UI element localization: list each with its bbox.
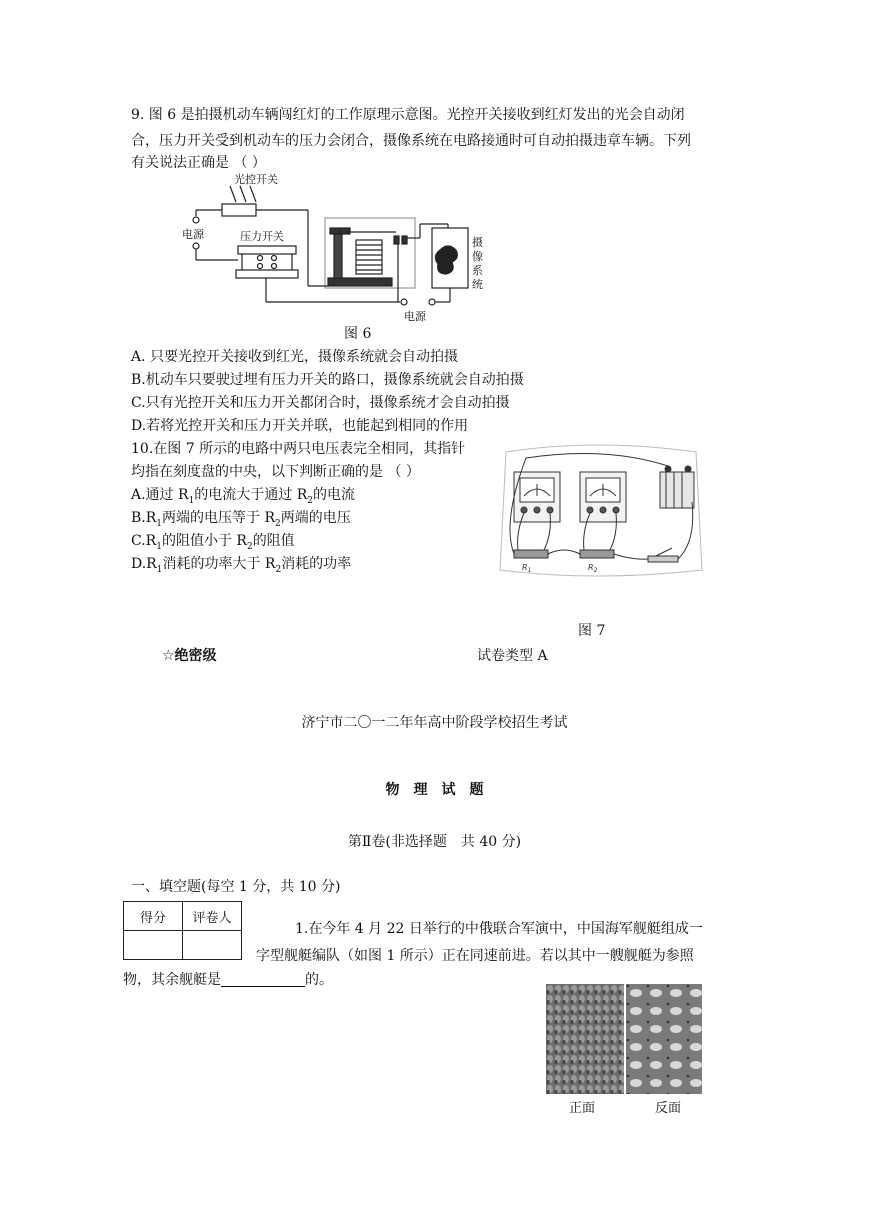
score-cell[interactable] (124, 931, 183, 960)
q9-line-2: 合，压力开关受到机动车的压力会闭合，摄像系统在电路接通时可自动拍摄违章车辆。下列 (131, 133, 691, 149)
figure-7-circuit (496, 442, 708, 578)
q1-line-2: 字型舰艇编队（如图 1 所示）正在同速前进。若以其中一艘舰艇为参照 (256, 948, 694, 964)
q10-line-2: 均指在刻度盘的中央，以下判断正确的是 （ ） (131, 464, 420, 480)
secret-level: ☆绝密级 (162, 648, 217, 664)
fig7-r2-label: $R_2$ (588, 563, 598, 574)
grader-cell[interactable] (183, 931, 242, 960)
q1-line-3: 物，其余舰艇是 的。 (123, 972, 333, 988)
q9-option-d: D.若将光控开关和压力开关并联，也能起到相同的作用 (131, 418, 469, 434)
back-surface-image (626, 984, 702, 1094)
q9-option-a: A. 只要光控开关接收到红光，摄像系统就会自动拍摄 (131, 349, 459, 365)
figure-6-circuit (170, 168, 490, 328)
q10-option-d: $D.R_1$消耗的功率大于 $R_2$消耗的功率 (131, 556, 352, 575)
figure-7-caption: 图 7 (578, 623, 606, 639)
image-front-label: 正面 (569, 1101, 596, 1116)
q10-option-c: $C.R_1$的阻值小于 $R_2$的阻值 (131, 533, 295, 552)
fig6-light-switch-label: 光控开关 (234, 173, 278, 186)
section-1-title: 一、填空题(每空 1 分，共 10 分) (131, 879, 341, 895)
fig6-power-left-label: 电源 (182, 228, 204, 241)
fig6-camera-char-2: 像 (472, 250, 483, 263)
q9-option-b: B.机动车只要驶过埋有压力开关的路口，摄像系统就会自动拍摄 (131, 372, 524, 388)
q9-line-3: 有关说法正确是 （ ） (131, 155, 266, 171)
q9-line-1: 9. 图 6 是拍摄机动车辆闯红灯的工作原理示意图。光控开关接收到红灯发出的光会自动闭 (131, 107, 685, 123)
grader-label: 评卷人 (183, 902, 242, 931)
fig7-r1-label: $R_1$ (522, 563, 532, 574)
exam-title: 济宁市二〇一二年年高中阶段学校招生考试 (301, 715, 568, 731)
q9-option-c: C.只有光控开关和压力开关都闭合时，摄像系统才会自动拍摄 (131, 395, 510, 411)
q10-option-a: A.通过 $R_1$的电流大于通过 $R_2$的电流 (131, 487, 356, 506)
score-label: 得分 (124, 902, 183, 931)
fig6-camera-char-3: 系 (472, 264, 483, 277)
paper-type: 试卷类型 A (477, 648, 548, 664)
fig6-camera-char-4: 统 (472, 278, 483, 291)
fig6-power-bottom-label: 电源 (404, 310, 426, 323)
answer-blank[interactable] (221, 970, 305, 987)
front-surface-image (546, 984, 624, 1094)
score-table (123, 901, 242, 960)
fig6-camera-char-1: 摄 (472, 236, 483, 249)
subject-title: 物 理 试 题 (385, 782, 484, 798)
figure-1-images (546, 984, 702, 1094)
fig6-pressure-switch-label: 压力开关 (240, 230, 284, 243)
volume-title: 第Ⅱ卷(非选择题 共 40 分) (347, 834, 522, 850)
q10-line-1: 10.在图 7 所示的电路中两只电压表完全相同，其指针 (131, 441, 466, 457)
figure-6-caption: 图 6 (344, 326, 372, 342)
image-back-label: 反面 (655, 1101, 682, 1116)
q10-option-b: $B.R_1$两端的电压等于 $R_2$两端的电压 (131, 510, 351, 529)
q1-line-1: 1.在今年 4 月 22 日举行的中俄联合军演中，中国海军舰艇组成一 (295, 921, 703, 937)
